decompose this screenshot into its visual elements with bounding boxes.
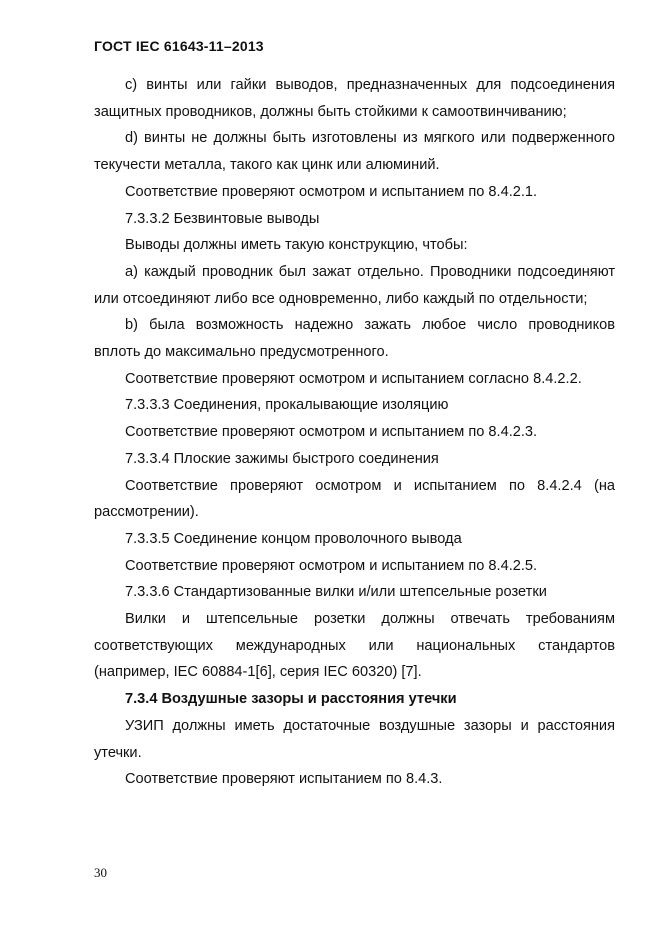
section-heading-7-3-3-4: 7.3.3.4 Плоские зажимы быстрого соединения [125, 450, 439, 467]
paragraph-compliance: Соответствие проверяют осмотром и испытанием по 8.4.2.5. [125, 557, 538, 574]
paragraph-item-c: c) винты или гайки выводов, предназначенных для подсоединения защитных проводников, должны быть стойкими к самоотвинчиванию; [94, 77, 615, 120]
section-heading-7-3-4: 7.3.4 Воздушные зазоры и расстояния утечки [125, 691, 457, 708]
document-body [94, 72, 615, 793]
paragraph-compliance: Соответствие проверяют осмотром и испытанием согласно 8.4.2.2. [125, 370, 582, 387]
paragraph-compliance: Соответствие проверяют осмотром и испытанием по 8.4.2.4 (на рассмотрении). [94, 477, 615, 521]
paragraph-item-b: b) была возможность надежно зажать любое число проводников вплоть до максимально предусмотренного. [94, 317, 615, 361]
paragraph-compliance: Соответствие проверяют осмотром и испытанием по 8.4.2.3. [125, 424, 538, 441]
section-heading-7-3-3-3: 7.3.3.3 Соединения, прокалывающие изоляцию [125, 397, 449, 414]
paragraph-clearances: УЗИП должны иметь достаточные воздушные зазоры и расстояния утечки. [94, 717, 615, 761]
section-heading-7-3-3-6: 7.3.3.6 Стандартизованные вилки и/или штепсельные розетки [125, 584, 547, 601]
document-header: ГОСТ IEC 61643-11–2013 [94, 38, 264, 54]
paragraph-item-d: d) винты не должны быть изготовлены из мягкого или подверженного текучести металла, такого как цинк или алюминий. [94, 130, 615, 174]
paragraph-compliance: Соответствие проверяют испытанием по 8.4.3. [125, 771, 443, 788]
paragraph-plugs-sockets: Вилки и штепсельные розетки должны отвечать требованиям соответствующих международных или национальных стандартов (например, IEC 60884-1[6], серия IEC 60320) [7]. [94, 611, 615, 681]
page-number: 30 [94, 865, 107, 880]
paragraph-intro: Выводы должны иметь такую конструкцию, чтобы: [125, 237, 468, 254]
section-heading-7-3-3-5: 7.3.3.5 Соединение концом проволочного вывода [125, 530, 462, 547]
paragraph-item-a: a) каждый проводник был зажат отдельно. Проводники подсоединяют или отсоединяют либо все одновременно, либо каждый по отдельности; [94, 263, 615, 307]
paragraph-compliance: Соответствие проверяют осмотром и испытанием по 8.4.2.1. [125, 183, 538, 200]
section-heading-7-3-3-2: 7.3.3.2 Безвинтовые выводы [125, 210, 320, 227]
